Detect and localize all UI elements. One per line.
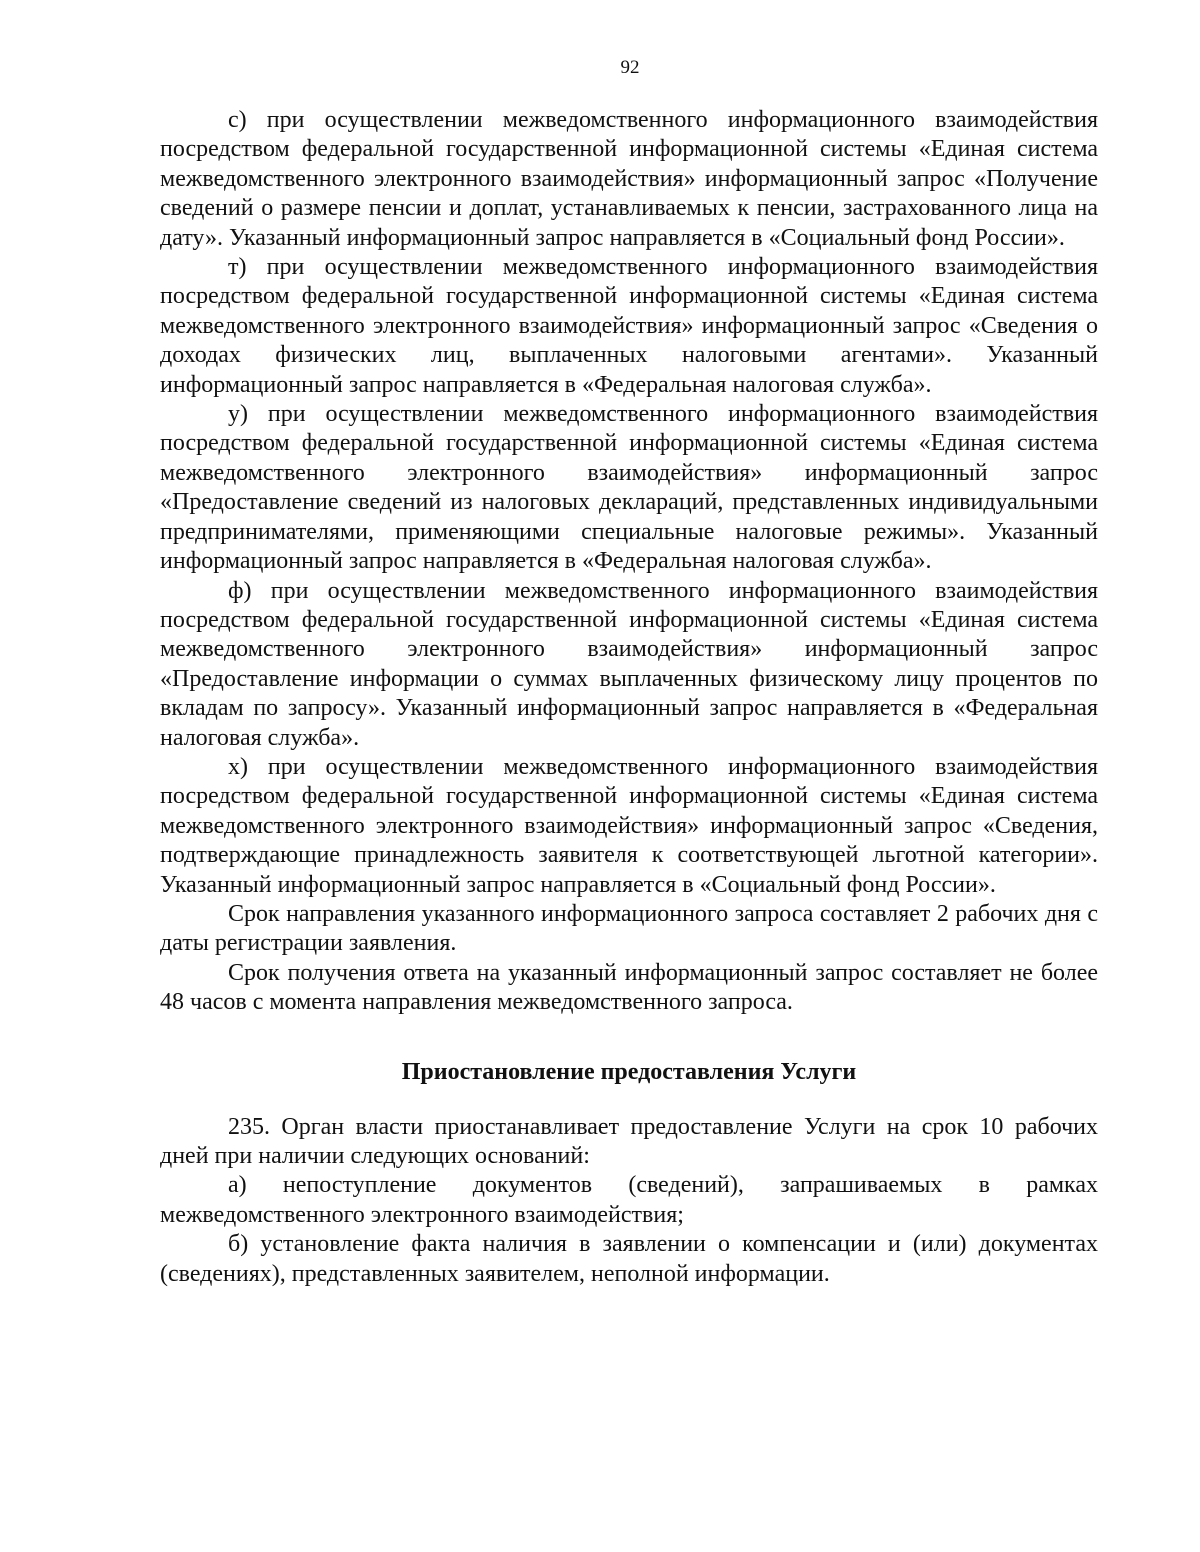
- document-body: [160, 106, 1098, 1289]
- paragraph-u: у) при осуществлении межведомственного информационного взаимодействия посредством федеральной государственной информационной системы «Единая система межведомственного электронного взаимодействия» информационный запрос «Предоставление сведений из налоговых деклараций, представленных индивидуальными предпринимателями, применяющими специальные налоговые режимы». Указанный информационный запрос направляется в «Федеральная налоговая служба».: [160, 401, 1098, 575]
- paragraph-request-deadline: Срок направления указанного информационного запроса составляет 2 рабочих дня с даты регистрации заявления.: [160, 900, 1098, 957]
- paragraph-235-a: а) непоступление документов (сведений), запрашиваемых в рамках межведомственного электронного взаимодействия;: [160, 1172, 1098, 1228]
- paragraph-235-b: б) установление факта наличия в заявлении о компенсации и (или) документах (сведениях), представленных заявителем, неполной информации.: [160, 1231, 1098, 1287]
- paragraph-response-deadline: Срок получения ответа на указанный информационный запрос составляет не более 48 часов с момента направления межведомственного запроса.: [160, 959, 1098, 1016]
- paragraph-t: т) при осуществлении межведомственного информационного взаимодействия посредством федеральной государственной информационной системы «Единая система межведомственного электронного взаимодействия» информационный запрос «Сведения о доходах физических лиц, выплаченных налоговыми агентами». Указанный информационный запрос направляется в «Федеральная налоговая служба».: [160, 254, 1098, 398]
- paragraph-235: 235. Орган власти приостанавливает предоставление Услуги на срок 10 рабочих дней при наличии следующих оснований:: [160, 1113, 1098, 1169]
- paragraph-f: ф) при осуществлении межведомственного информационного взаимодействия посредством федеральной государственной информационной системы «Единая система межведомственного электронного взаимодействия» информационный запрос «Предоставление информации о суммах выплаченных физическому лицу процентов по вкладам по запросу». Указанный информационный запрос направляется в «Федеральная налоговая служба».: [160, 577, 1098, 751]
- paragraph-kh: х) при осуществлении межведомственного информационного взаимодействия посредством федеральной государственной информационной системы «Единая система межведомственного электронного взаимодействия» информационный запрос «Сведения, подтверждающие принадлежность заявителя к соответствующей льготной категории». Указанный информационный запрос направляется в «Социальный фонд России».: [160, 753, 1098, 898]
- page-number: 92: [620, 57, 640, 78]
- section-heading: Приостановление предоставления Услуги: [401, 1058, 857, 1085]
- paragraph-s: с) при осуществлении межведомственного информационного взаимодействия посредством федеральной государственной информационной системы «Единая система межведомственного электронного взаимодействия» информационный запрос «Получение сведений о размере пенсии и доплат, устанавливаемых к пенсии, застрахованного лица на дату». Указанный информационный запрос направляется в «Социальный фонд России».: [160, 107, 1098, 251]
